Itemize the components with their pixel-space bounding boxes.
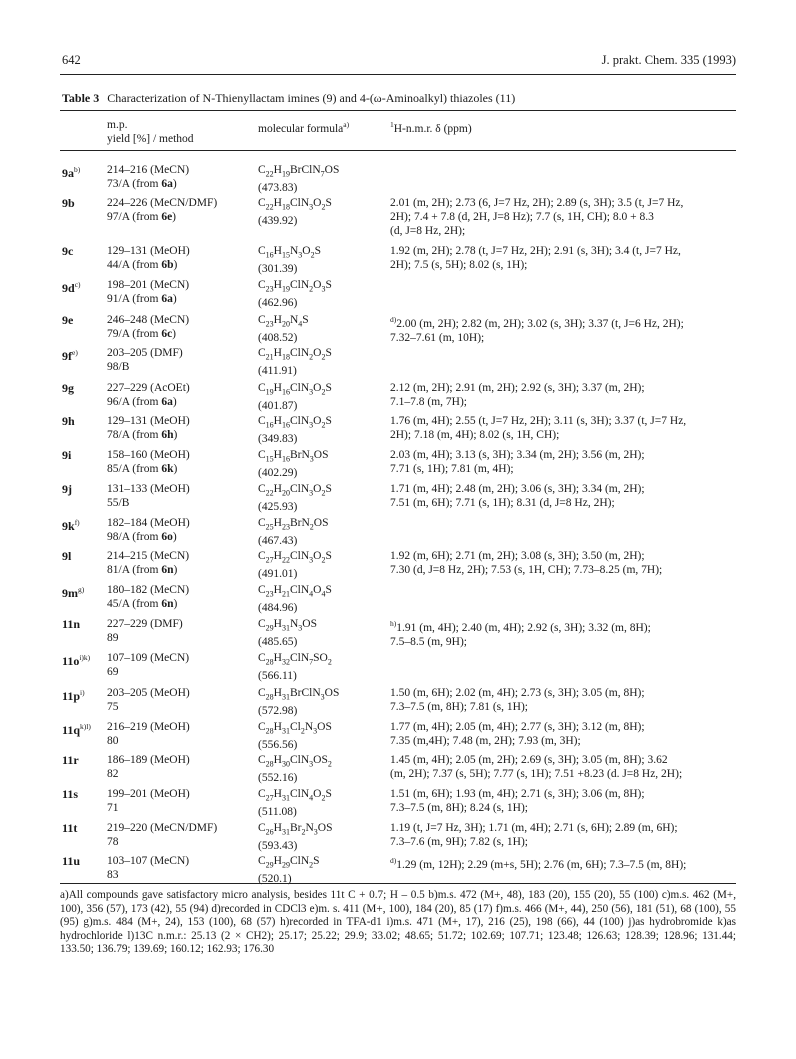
molecular-formula: $C_{28}H_{32}ClN_7SO_2$ [258, 652, 332, 667]
molecular-weight: (439.92) [258, 215, 298, 228]
compound-id: 9g [62, 381, 74, 395]
nmr-line: 1.92 (m, 6H); 2.71 (m, 2H); 3.08 (s, 3H); 3.50 (m, 2H); [390, 550, 645, 562]
formula-cell [258, 854, 386, 886]
nmr-cell [390, 448, 738, 476]
melting-point-cell [107, 163, 247, 191]
nmr-line: 1.92 (m, 2H); 2.78 (t, J=7 Hz, 2H); 2.91 (s, 3H); 3.4 (t, J=7 Hz, [390, 245, 681, 257]
molecular-formula: $C_{22}H_{20}ClN_3O_2S$ [258, 483, 332, 498]
molecular-weight: (491.01) [258, 568, 298, 581]
melting-point: 227–229 (DMF) [107, 618, 183, 630]
formula-cell [258, 787, 386, 819]
molecular-formula: $C_{15}H_{16}BrN_3OS$ [258, 449, 329, 464]
melting-point: 214–215 (MeCN) [107, 550, 190, 562]
compound-id: 9j [62, 482, 72, 496]
page-number: 642 [62, 53, 81, 67]
yield-method: 98/A (from 6o) [107, 531, 177, 543]
molecular-weight: (473.83) [258, 182, 298, 195]
melting-point: 186–189 (MeOH) [107, 754, 190, 766]
compound-id: $11o^{i)k)}$ [62, 653, 91, 668]
col-header-formula-text: molecular formula [258, 122, 344, 135]
compound-footnote-mark: e) [72, 348, 78, 357]
compound-id: 11r [62, 753, 79, 767]
nmr-line: 1.50 (m, 6H); 2.02 (m, 4H); 2.73 (s, 3H); 3.05 (m, 8H); [390, 687, 645, 699]
nmr-cell [390, 313, 738, 345]
nmr-line: 1.71 (m, 4H); 2.48 (m, 2H); 3.06 (s, 3H); 3.34 (m, 2H); [390, 483, 645, 495]
compound-id: $9d^{c)}$ [62, 280, 81, 295]
melting-point: 227–229 (AcOEt) [107, 382, 190, 394]
compound-id: 9e [62, 313, 74, 327]
melting-point-cell [107, 313, 247, 341]
formula-cell [258, 583, 386, 615]
molecular-formula: $C_{28}H_{31}BrClN_3OS$ [258, 687, 340, 702]
compound-footnote-mark: g) [78, 585, 85, 594]
nmr-cell [390, 753, 738, 781]
melting-point-cell [107, 686, 247, 714]
formula-cell [258, 196, 386, 228]
formula-cell [258, 549, 386, 581]
table-footnotes: a)All compounds gave satisfactory micro analysis, besides 11t C + 0.7; H – 0.5 b)m.s. 472 (M+, 48), 183 (20), 155 (20), 55 (100) c)m.s. 462 (M+, 100), 356 (57), 173 (42), 55 (94) d)recorded in CDCl3 e)m. s. 411 (M+, 100), 184 (20), 85 (17) f)m.s. 466 (M+, 44), 250 (56), 181 (51), 68 (100), 55 (95) g)m.s. 484 (M+, 24), 153 (100), 68 (57) h)recorded in TFA-d1 i)m.s. 471 (M+, 17), 216 (25), 198 (66), 44 (100) j)as hydrobromide k)as hydrochloride l)13C n.m.r.: 25.13 (2 × CH2); 25.17; 25.22; 29.9; 33.02; 48.65; 51.72; 102.69; 107.71; 123.48; 126.63; 128.39; 128.96; 131.44; 133.50; 136.79; 139.69; 160.12; 162.93; 176.30 [60, 889, 736, 956]
molecular-formula: $C_{28}H_{31}Cl_2N_3OS$ [258, 721, 332, 736]
col-header-mp-line2: yield [%] / method [107, 133, 194, 145]
yield-method: 82 [107, 768, 119, 780]
compound-id: 11u [62, 854, 81, 868]
nmr-cell [390, 244, 738, 272]
molecular-formula: $C_{22}H_{19}BrClN_7OS$ [258, 164, 340, 179]
melting-point-cell [107, 617, 247, 645]
nmr-line: (m, 2H); 7.37 (s, 5H); 7.77 (s, 1H); 7.51 +8.23 (d. J=8 Hz, 2H); [390, 768, 683, 780]
molecular-weight: (408.52) [258, 332, 298, 345]
yield-method: 69 [107, 666, 119, 678]
nmr-line: 1.51 (m, 6H); 1.93 (m, 4H); 2.71 (s, 3H); 3.06 (m, 8H); [390, 788, 645, 800]
col-header-nmr [390, 118, 472, 136]
nmr-line: 1.76 (m, 4H); 2.55 (t, J=7 Hz, 2H); 3.11 (s, 3H); 3.37 (t, J=7 Hz, [390, 415, 687, 427]
nmr-line: 2H); 7.18 (m, 4H); 8.02 (s, 1H, CH); [390, 429, 560, 441]
melting-point-cell [107, 854, 247, 882]
nmr-footnote-mark: d) [390, 856, 397, 865]
melting-point-cell [107, 821, 247, 849]
compound-id: $9a^{b)}$ [62, 165, 81, 180]
yield-method: 73/A (from 6a) [107, 178, 177, 190]
nmr-line: 7.3–7.6 (m, 9H); 7.82 (s, 1H); [390, 836, 528, 848]
compound-id: $9f^{e)}$ [62, 348, 78, 363]
compound-footnote-mark: b) [74, 165, 81, 174]
molecular-formula: $C_{22}H_{18}ClN_3O_2S$ [258, 197, 332, 212]
compound-id: 9b [62, 196, 75, 210]
formula-cell [258, 651, 386, 683]
formula-cell [258, 821, 386, 853]
col-header-nmr-sup: 1 [390, 120, 394, 129]
nmr-line: 1.77 (m, 4H); 2.05 (m, 4H); 2.77 (s, 3H); 3.12 (m, 8H); [390, 721, 645, 733]
formula-cell [258, 720, 386, 752]
yield-method: 97/A (from 6e) [107, 211, 177, 223]
molecular-weight: (301.39) [258, 263, 298, 276]
molecular-weight: (511.08) [258, 806, 297, 819]
nmr-cell [390, 381, 738, 409]
nmr-line: 7.3–7.5 (m, 8H); 8.24 (s, 1H); [390, 802, 528, 814]
table-title: Characterization of N-Thienyllactam imines (9) and 4-(ω-Aminoalkyl) thiazoles (11) [107, 91, 516, 105]
melting-point: 182–184 (MeOH) [107, 517, 190, 529]
molecular-weight: (349.83) [258, 433, 298, 446]
molecular-formula: $C_{29}H_{29}ClN_2S$ [258, 855, 320, 870]
col-header-formula-note: a) [343, 120, 350, 129]
nmr-cell [390, 482, 738, 510]
melting-point: 103–107 (MeCN) [107, 855, 190, 867]
melting-point: 107–109 (MeCN) [107, 652, 190, 664]
nmr-line: 1.19 (t, J=7 Hz, 3H); 1.71 (m, 4H); 2.71 (s, 6H); 2.89 (m, 6H); [390, 822, 678, 834]
molecular-formula: $C_{16}H_{15}N_3O_2S$ [258, 245, 322, 260]
nmr-line: 2H); 7.4 + 7.8 (d, 2H, J=8 Hz); 7.7 (s, 1H, CH); 8.0 + 8.3 [390, 211, 654, 223]
compound-id: $9m^{g)}$ [62, 585, 85, 600]
melting-point: 203–205 (DMF) [107, 347, 183, 359]
nmr-line: 2.12 (m, 2H); 2.91 (m, 2H); 2.92 (s, 3H); 3.37 (m, 2H); [390, 382, 645, 394]
melting-point-cell [107, 346, 247, 374]
yield-method: 78 [107, 836, 119, 848]
yield-method: 83 [107, 869, 119, 881]
molecular-weight: (566.11) [258, 670, 297, 683]
molecular-weight: (552.16) [258, 772, 298, 785]
molecular-formula: $C_{23}H_{20}N_4S$ [258, 314, 309, 329]
molecular-weight: (484.96) [258, 602, 298, 615]
nmr-line: 7.35 (m,4H); 7.48 (m, 2H); 7.93 (m, 3H); [390, 735, 581, 747]
formula-cell [258, 686, 386, 718]
nmr-cell [390, 787, 738, 815]
yield-method: 81/A (from 6n) [107, 564, 178, 576]
formula-cell [258, 381, 386, 413]
melting-point: 224–226 (MeCN/DMF) [107, 197, 218, 209]
nmr-cell [390, 686, 738, 714]
header-rule [60, 74, 736, 75]
nmr-cell [390, 854, 738, 872]
melting-point-cell [107, 651, 247, 679]
col-header-nmr-text: H-n.m.r. δ (ppm) [393, 122, 472, 135]
melting-point: 198–201 (MeCN) [107, 279, 190, 291]
nmr-footnote-mark: d) [390, 315, 397, 324]
melting-point-cell [107, 549, 247, 577]
formula-cell [258, 516, 386, 548]
melting-point: 246–248 (MeCN) [107, 314, 190, 326]
nmr-cell [390, 821, 738, 849]
molecular-weight: (572.98) [258, 705, 298, 718]
melting-point-cell [107, 381, 247, 409]
table-bottom-rule [60, 883, 736, 884]
molecular-formula: $C_{25}H_{23}BrN_2OS$ [258, 517, 329, 532]
formula-cell [258, 313, 386, 345]
molecular-formula: $C_{16}H_{16}ClN_3O_2S$ [258, 415, 332, 430]
melting-point-cell [107, 482, 247, 510]
molecular-weight: (462.96) [258, 297, 298, 310]
molecular-weight: (467.43) [258, 535, 298, 548]
nmr-line: 7.5–8.5 (m, 9H); [390, 635, 467, 648]
formula-cell [258, 163, 386, 195]
compound-id: 9c [62, 244, 74, 258]
yield-method: 45/A (from 6n) [107, 598, 178, 610]
melting-point: 129–131 (MeOH) [107, 415, 190, 427]
formula-cell [258, 346, 386, 378]
nmr-line: 1.45 (m, 4H); 2.05 (m, 2H); 2.69 (s, 3H); 3.05 (m, 8H); 3.62 [390, 754, 668, 766]
yield-method: 80 [107, 735, 119, 747]
yield-method: 91/A (from 6a) [107, 293, 177, 305]
yield-method: 89 [107, 632, 119, 644]
compound-footnote-mark: i) [80, 688, 85, 697]
formula-cell [258, 414, 386, 446]
formula-cell [258, 448, 386, 480]
col-header-mp [107, 118, 194, 146]
molecular-formula: $C_{23}H_{19}ClN_2O_3S$ [258, 279, 332, 294]
melting-point-cell [107, 448, 247, 476]
molecular-weight: (485.65) [258, 636, 298, 649]
molecular-formula: $C_{26}H_{31}Br_2N_3OS$ [258, 822, 333, 837]
molecular-formula: $C_{27}H_{31}ClN_4O_2S$ [258, 788, 332, 803]
yield-method: 71 [107, 802, 119, 814]
melting-point: 216–219 (MeOH) [107, 721, 190, 733]
molecular-weight: (425.93) [258, 501, 298, 514]
nmr-cell [390, 414, 738, 442]
compound-footnote-mark: i)k) [79, 653, 91, 662]
melting-point: 199–201 (MeOH) [107, 788, 190, 800]
compound-id: 11s [62, 787, 79, 801]
yield-method: 96/A (from 6a) [107, 396, 177, 408]
melting-point-cell [107, 414, 247, 442]
nmr-line: 7.3–7.5 (m, 8H); 7.81 (s, 1H); [390, 701, 528, 713]
table-caption [62, 91, 515, 106]
formula-cell [258, 278, 386, 310]
melting-point: 158–160 (MeOH) [107, 449, 190, 461]
table-label: Table 3 [62, 91, 100, 105]
melting-point-cell [107, 583, 247, 611]
table-top-rule [60, 110, 736, 111]
formula-cell [258, 244, 386, 276]
molecular-weight: (411.91) [258, 365, 297, 378]
nmr-line: 2.03 (m, 4H); 3.13 (s, 3H); 3.34 (m, 2H); 3.56 (m, 2H); [390, 449, 645, 461]
melting-point-cell [107, 720, 247, 748]
col-header-formula [258, 118, 349, 136]
compound-footnote-mark: c) [74, 280, 81, 289]
journal-reference: J. prakt. Chem. 335 (1993) [601, 53, 736, 67]
melting-point-cell [107, 516, 247, 544]
nmr-line: $^{d)}$1.29 (m, 12H); 2.29 (m+s, 5H); 2.76 (m, 6H); 7.3–7.5 (m, 8H); [390, 856, 687, 871]
formula-cell [258, 617, 386, 649]
melting-point: 180–182 (MeCN) [107, 584, 190, 596]
nmr-line: 2.01 (m, 2H); 2.73 (6, J=7 Hz, 2H); 2.89 (s, 3H); 3.5 (t, J=7 Hz, [390, 197, 684, 209]
yield-method: 98/B [107, 361, 130, 373]
nmr-line: 7.1–7.8 (m, 7H); [390, 396, 467, 408]
melting-point-cell [107, 787, 247, 815]
nmr-cell [390, 196, 738, 238]
compound-id: 11n [62, 617, 81, 631]
yield-method: 78/A (from 6h) [107, 429, 178, 441]
nmr-line: 7.32–7.61 (m, 10H); [390, 331, 485, 344]
molecular-formula: $C_{28}H_{30}ClN_3OS_2$ [258, 754, 332, 769]
compound-id: 9l [62, 549, 72, 563]
nmr-line: 7.51 (m, 6H); 7.71 (s, 1H); 8.31 (d, J=8 Hz, 2H); [390, 497, 615, 509]
molecular-weight: (556.56) [258, 739, 298, 752]
nmr-line: 2H); 7.5 (s, 5H); 8.02 (s, 1H); [390, 259, 528, 271]
melting-point: 203–205 (MeOH) [107, 687, 190, 699]
yield-method: 44/A (from 6b) [107, 259, 178, 271]
melting-point: 214–216 (MeCN) [107, 164, 190, 176]
molecular-weight: (520.1) [258, 873, 292, 886]
molecular-formula: $C_{29}H_{31}N_3OS$ [258, 618, 317, 633]
nmr-line: 7.30 (d, J=8 Hz, 2H); 7.53 (s, 1H, CH); 7.73–8.25 (m, 7H); [390, 564, 663, 576]
compound-footnote-mark: f) [74, 518, 80, 527]
compound-id: $11q^{k)l)}$ [62, 722, 91, 737]
melting-point-cell [107, 244, 247, 272]
nmr-line: 7.71 (s, 1H); 7.81 (m, 4H); [390, 463, 514, 475]
yield-method: 85/A (from 6k) [107, 463, 178, 475]
nmr-line: $^{h)}$1.91 (m, 4H); 2.40 (m, 4H); 2.92 (s, 3H); 3.32 (m, 8H); [390, 619, 651, 634]
compound-id: $11p^{i)}$ [62, 688, 85, 703]
molecular-weight: (401.87) [258, 400, 298, 413]
molecular-formula: $C_{21}H_{18}ClN_2O_2S$ [258, 347, 332, 362]
col-header-mp-line1: m.p. [107, 119, 128, 131]
yield-method: 79/A (from 6c) [107, 328, 177, 340]
compound-footnote-mark: k)l) [80, 722, 91, 731]
formula-cell [258, 753, 386, 785]
melting-point: 131–133 (MeOH) [107, 483, 190, 495]
compound-id: 9h [62, 414, 75, 428]
nmr-line: $^{d)}$2.00 (m, 2H); 2.82 (m, 2H); 3.02 (s, 3H); 3.37 (t, J=6 Hz, 2H); [390, 315, 684, 330]
formula-cell [258, 482, 386, 514]
molecular-formula: $C_{19}H_{16}ClN_3O_2S$ [258, 382, 332, 397]
melting-point-cell [107, 278, 247, 306]
molecular-formula: $C_{23}H_{21}ClN_4O_4S$ [258, 584, 332, 599]
yield-method: 75 [107, 701, 119, 713]
table-header-rule [60, 150, 736, 151]
melting-point: 219–220 (MeCN/DMF) [107, 822, 218, 834]
nmr-footnote-mark: h) [390, 619, 397, 628]
compound-id: 11t [62, 821, 78, 835]
nmr-cell [390, 549, 738, 577]
nmr-cell [390, 720, 738, 748]
molecular-weight: (402.29) [258, 467, 298, 480]
nmr-cell [390, 617, 738, 649]
molecular-weight: (593.43) [258, 840, 298, 853]
melting-point-cell [107, 753, 247, 781]
yield-method: 55/B [107, 497, 130, 509]
molecular-formula: $C_{27}H_{22}ClN_3O_2S$ [258, 550, 332, 565]
compound-id: $9k^{f)}$ [62, 518, 80, 533]
compound-id: 9i [62, 448, 72, 462]
melting-point-cell [107, 196, 247, 224]
melting-point: 129–131 (MeOH) [107, 245, 190, 257]
nmr-line: (d, J=8 Hz, 2H); [390, 225, 466, 237]
